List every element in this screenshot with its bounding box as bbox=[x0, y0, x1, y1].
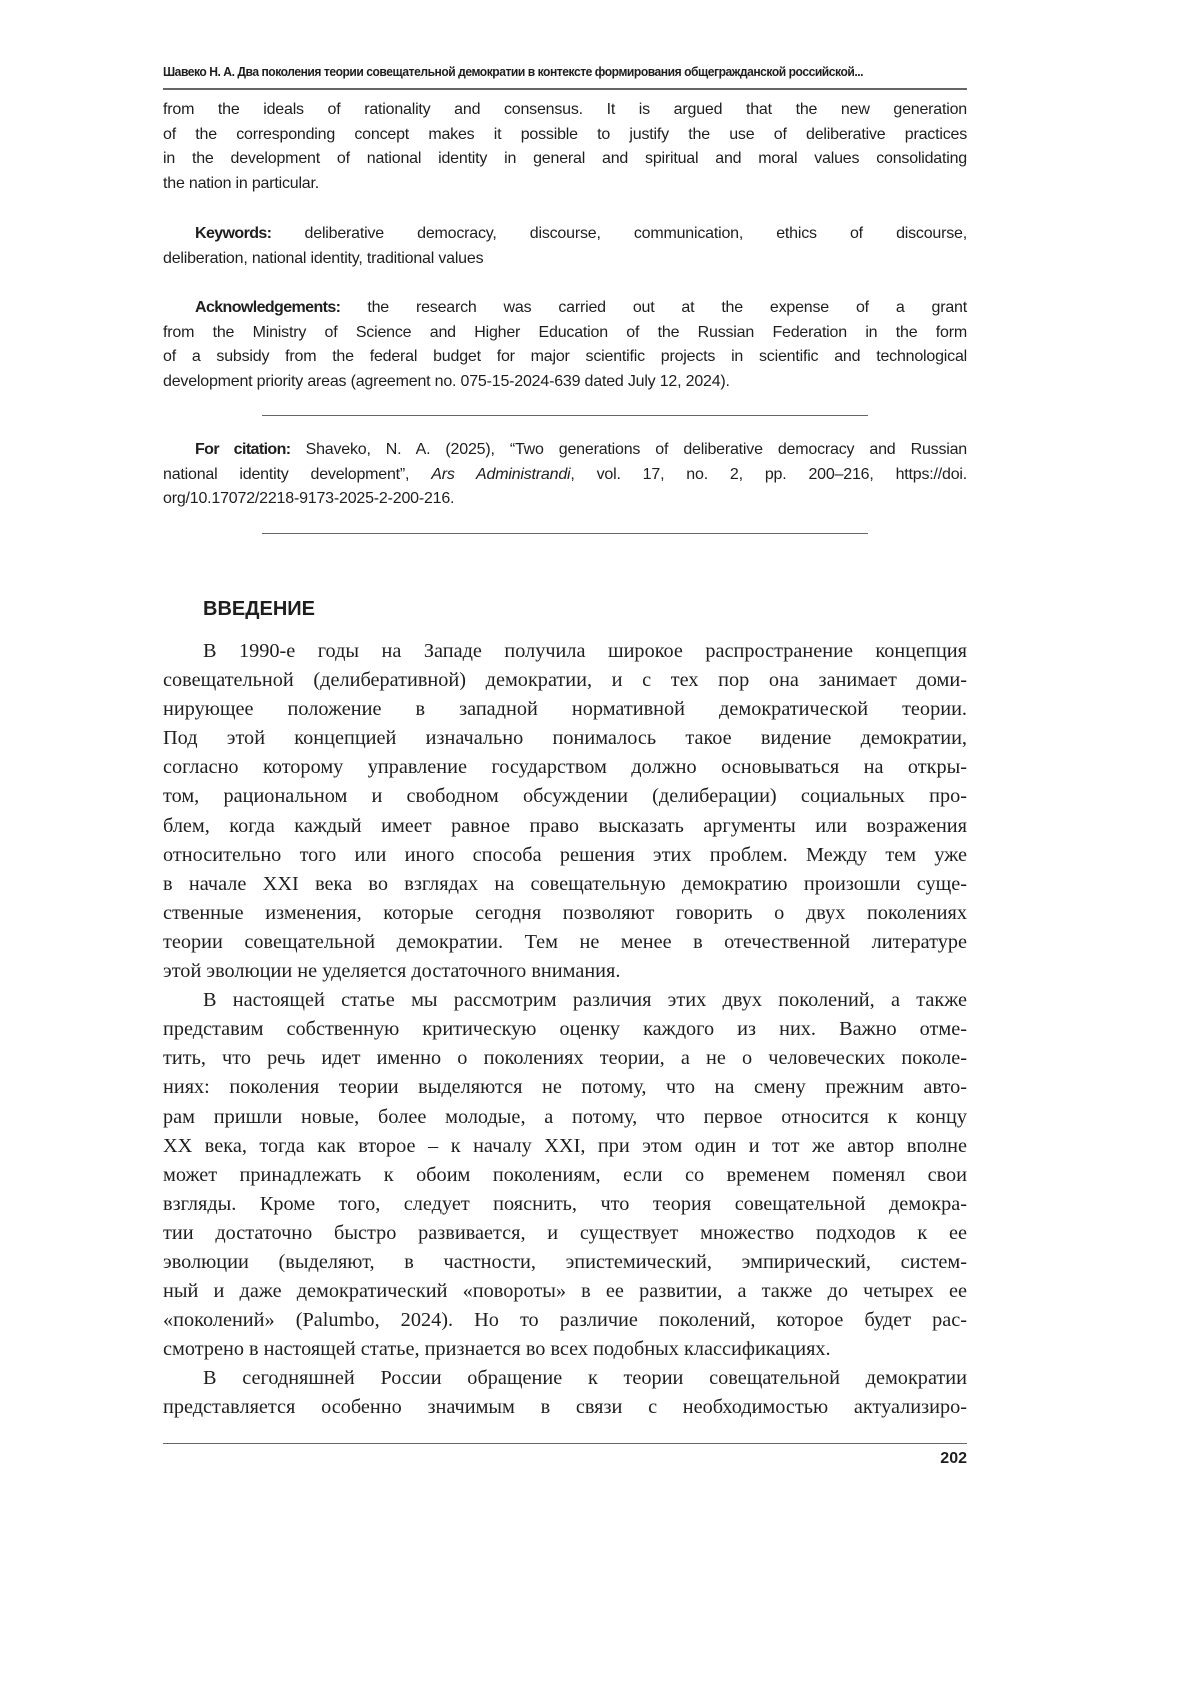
acknowledgements-text: from the Ministry of Science and Higher Education of the Russian Federation in the form bbox=[163, 321, 967, 346]
paragraph bbox=[163, 637, 967, 986]
citation-text: Shaveko, N. A. (2025), “Two generations of deliberative democracy and Russian bbox=[291, 441, 968, 458]
acknowledgements-text: of a subsidy from the federal budget for major scientific projects in scientific and technological bbox=[163, 345, 967, 370]
acknowledgements-label: Acknowledgements: bbox=[195, 299, 340, 316]
paragraph-line: эволюции (выделяют, в частности, эпистемический, эмпирический, систем- bbox=[163, 1248, 967, 1277]
acknowledgements bbox=[163, 296, 967, 395]
citation-text: , vol. 17, no. 2, pp. 200–216, https://doi. bbox=[570, 466, 967, 483]
paragraph-line: XX века, тогда как второе – к началу XXI, при этом один и тот же автор вполне bbox=[163, 1132, 967, 1161]
paragraph-line: блем, когда каждый имеет равное право высказать аргументы или возражения bbox=[163, 812, 967, 841]
keywords-text: deliberation, national identity, traditional values bbox=[163, 247, 967, 272]
paragraph-line: в начале XXI века во взглядах на совещательную демократию произошли суще- bbox=[163, 870, 967, 899]
abstract-tail bbox=[163, 98, 967, 197]
paragraph-line: этой эволюции не уделяется достаточного внимания. bbox=[163, 957, 967, 986]
running-header: Шавеко Н. А. Два поколения теории совещательной демократии в контексте формирования общегражданской российской... bbox=[163, 64, 967, 79]
paragraph-line: теории совещательной демократии. Тем не менее в отечественной литературе bbox=[163, 928, 967, 957]
paragraph-line: совещательной (делиберативной) демократии, и с тех пор она занимает доми- bbox=[163, 666, 967, 695]
keywords bbox=[163, 222, 967, 271]
separator bbox=[262, 533, 868, 534]
journal-title: Ars Administrandi bbox=[431, 466, 570, 483]
paragraph-line: Под этой концепцией изначально понималось такое видение демократии, bbox=[163, 724, 967, 753]
paragraph-line: том, рациональном и свободном обсуждении (делиберации) социальных про- bbox=[163, 782, 967, 811]
paragraph-line: взгляды. Кроме того, следует пояснить, что теория совещательной демокра- bbox=[163, 1190, 967, 1219]
paragraph-line: ственные изменения, которые сегодня позволяют говорить о двух поколениях bbox=[163, 899, 967, 928]
paragraph-line: представим собственную критическую оценку каждого из них. Важно отме- bbox=[163, 1015, 967, 1044]
paragraph-line: В настоящей статье мы рассмотрим различия этих двух поколений, а также bbox=[163, 986, 967, 1015]
paragraph-line: нирующее положение в западной нормативной демократической теории. bbox=[163, 695, 967, 724]
acknowledgements-text: the research was carried out at the expense of a grant bbox=[340, 299, 967, 316]
paragraph-line: представляется особенно значимым в связи с необходимостью актуализиро- bbox=[163, 1393, 967, 1422]
paragraph-line: может принадлежать к обоим поколениям, если со временем поменял свои bbox=[163, 1161, 967, 1190]
citation-text: national identity development”, bbox=[163, 466, 431, 483]
paragraph-line: В сегодняшней России обращение к теории совещательной демократии bbox=[163, 1364, 967, 1393]
paragraph-line: рам пришли новые, более молодые, а потому, что первое относится к концу bbox=[163, 1103, 967, 1132]
footer-rule bbox=[163, 1443, 967, 1444]
keywords-label: Keywords: bbox=[195, 225, 271, 242]
paragraph-line: ный и даже демократический «повороты» в ее развитии, а также до четырех ее bbox=[163, 1277, 967, 1306]
paragraph-line: В 1990-е годы на Западе получила широкое распространение концепция bbox=[163, 637, 967, 666]
abstract-line: the nation in particular. bbox=[163, 172, 967, 197]
acknowledgements-text: development priority areas (agreement no. 075-15-2024-639 dated July 12, 2024). bbox=[163, 370, 967, 395]
citation-label: For citation: bbox=[195, 441, 291, 458]
paragraph bbox=[163, 986, 967, 1364]
section-heading: ВВЕДЕНИЕ bbox=[203, 598, 315, 621]
paragraph-line: ниях: поколения теории выделяются не потому, что на смену прежним авто- bbox=[163, 1073, 967, 1102]
keywords-text: deliberative democracy, discourse, communication, ethics of discourse, bbox=[271, 225, 967, 242]
body-text bbox=[163, 637, 967, 1423]
page-number: 202 bbox=[940, 1450, 967, 1468]
paragraph-line: «поколений» (Palumbo, 2024). Но то различие поколений, которое будет рас- bbox=[163, 1306, 967, 1335]
paragraph-line: смотрено в настоящей статье, признается во всех подобных классификациях. bbox=[163, 1335, 967, 1364]
doi-link[interactable]: org/10.17072/2218-9173-2025-2-200-216. bbox=[163, 487, 967, 512]
paragraph-line: тии достаточно быстро развивается, и существует множество подходов к ее bbox=[163, 1219, 967, 1248]
separator bbox=[262, 415, 868, 416]
paragraph-line: относительно того или иного способа решения этих проблем. Между тем уже bbox=[163, 841, 967, 870]
abstract-line: from the ideals of rationality and consensus. It is argued that the new generation bbox=[163, 98, 967, 123]
abstract-line: of the corresponding concept makes it possible to justify the use of deliberative practices bbox=[163, 123, 967, 148]
citation bbox=[163, 438, 967, 512]
paragraph-line: согласно которому управление государством должно основываться на откры- bbox=[163, 753, 967, 782]
paragraph-line: тить, что речь идет именно о поколениях теории, а не о человеческих поколе- bbox=[163, 1044, 967, 1073]
header-rule bbox=[163, 88, 967, 90]
paragraph bbox=[163, 1364, 967, 1422]
abstract-line: in the development of national identity in general and spiritual and moral values consolidating bbox=[163, 147, 967, 172]
